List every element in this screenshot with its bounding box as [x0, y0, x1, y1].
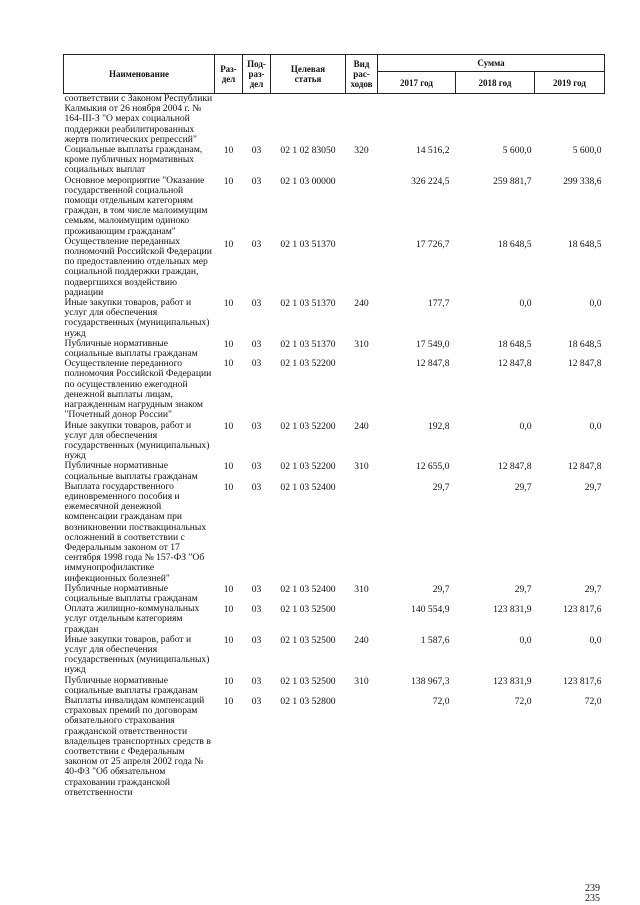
- row-podrazdel: 03: [251, 695, 262, 707]
- row-razdel: 10: [223, 461, 234, 473]
- row-name: Публичные нормативные социальные выплаты гражданам: [64, 337, 198, 360]
- row-target: 02 1 03 51370: [280, 298, 336, 310]
- row-podrazdel: 03: [251, 481, 262, 493]
- table-row: [64, 421, 605, 462]
- table-row: [64, 339, 605, 359]
- row-name: Осуществление переданных полномочий Российской Федерации по предоставлению отдельных мер социальной поддержки граждан, подвергшихся воздействию радиации: [64, 235, 212, 298]
- header-vid: Вид рас- ходов: [346, 55, 378, 94]
- row-sum-2019: 0,0: [589, 634, 602, 646]
- row-target: 02 1 03 52500: [280, 675, 336, 687]
- row-sum-2017: 29,7: [432, 583, 450, 595]
- row-name: Публичные нормативные социальные выплаты гражданам: [64, 460, 198, 482]
- row-sum-2019: 123 817,6: [563, 604, 602, 616]
- row-sum-2018: [456, 94, 535, 146]
- row-podrazdel: 03: [251, 583, 262, 595]
- page-number-bottom: 235: [585, 893, 600, 904]
- row-sum-2019: 29,7: [584, 583, 602, 595]
- header-podrazdel: Под- раз- дел: [243, 55, 271, 94]
- row-name: Иные закупки товаров, работ и услуг для обеспечения государственных (муниципальных) нужд: [64, 633, 210, 676]
- row-target: 02 1 03 52200: [280, 358, 336, 370]
- row-podrazdel: [243, 94, 271, 146]
- row-razdel: 10: [223, 175, 234, 187]
- row-sum-2019: 18 648,5: [567, 238, 602, 250]
- row-sum-2018: 18 648,5: [497, 238, 532, 250]
- row-sum-2017: 14 516,2: [415, 145, 450, 157]
- header-name: Наименование: [64, 55, 215, 94]
- row-sum-2019: 18 648,5: [567, 338, 602, 350]
- table-row: [64, 145, 605, 176]
- row-vid: [346, 359, 378, 420]
- row-sum-2019: 123 817,6: [563, 675, 602, 687]
- row-podrazdel: 03: [251, 145, 262, 157]
- row-sum-2019: 72,0: [584, 695, 602, 707]
- row-sum-2017: 17 726,7: [415, 238, 450, 250]
- budget-table: [63, 54, 605, 798]
- row-podrazdel: 03: [251, 338, 262, 350]
- row-name: Иные закупки товаров, работ и услуг для обеспечения государственных (муниципальных) нужд: [64, 297, 210, 339]
- row-vid: 310: [354, 675, 369, 687]
- row-target: 02 1 03 52500: [280, 604, 336, 616]
- row-target: 02 1 03 51370: [280, 238, 336, 250]
- row-name: Основное мероприятие "Оказание государственной социальной помощи отдельным категориям граждан, в том числе малоимущим семьям, малоимущим одиноко проживающим гражданам": [64, 174, 208, 237]
- table-row: [64, 604, 605, 635]
- row-sum-2017: 17 549,0: [415, 338, 450, 350]
- row-sum-2018: 123 831,9: [493, 604, 532, 616]
- row-podrazdel: 03: [251, 420, 262, 432]
- row-sum-2019: 12 847,8: [567, 358, 602, 370]
- row-vid: 310: [354, 461, 369, 473]
- row-name: Оплата жилищно-коммунальных услуг отдельным категориям граждан: [64, 603, 200, 635]
- row-sum-2018: 0,0: [519, 634, 532, 646]
- row-sum-2018: 123 831,9: [493, 675, 532, 687]
- table-row: [64, 94, 605, 146]
- header-target: Целевая статья: [271, 55, 346, 94]
- row-sum-2018: 12 847,8: [497, 461, 532, 473]
- row-sum-2019: 12 847,8: [567, 461, 602, 473]
- row-sum-2017: 72,0: [432, 695, 450, 707]
- row-sum-2017: 177,7: [427, 298, 450, 310]
- row-target: 02 1 03 52800: [280, 695, 336, 707]
- row-target: 02 1 03 52400: [280, 583, 336, 595]
- row-sum-2017: [378, 94, 456, 146]
- row-sum-2017: 192,8: [427, 420, 450, 432]
- row-sum-2018: 29,7: [514, 583, 532, 595]
- row-vid: [346, 94, 378, 146]
- row-vid: [346, 604, 378, 635]
- header-sum: Сумма: [378, 55, 605, 72]
- table-body: [64, 94, 605, 799]
- table-row: [64, 237, 605, 298]
- row-podrazdel: 03: [251, 634, 262, 646]
- row-vid: [346, 482, 378, 584]
- page-numbers: [585, 884, 600, 904]
- row-name: Осуществление переданного полномочия Российской Федерации по осуществлению ежегодной денежной выплаты лицам, награжденным нагрудным знаком "Почетный донор России": [64, 358, 212, 421]
- row-sum-2017: 12 847,8: [415, 358, 450, 370]
- budget-table-sheet: [63, 54, 605, 798]
- row-sum-2019: 0,0: [589, 298, 602, 310]
- row-razdel: 10: [223, 358, 234, 370]
- row-name: Публичные нормативные социальные выплаты гражданам: [64, 582, 198, 604]
- row-razdel: 10: [223, 481, 234, 493]
- table-row: [64, 482, 605, 584]
- row-sum-2017: 326 224,5: [411, 175, 450, 187]
- table-row: [64, 461, 605, 481]
- row-sum-2018: 0,0: [519, 420, 532, 432]
- row-sum-2018: 72,0: [514, 695, 532, 707]
- table-row: [64, 635, 605, 676]
- row-sum-2017: 1 587,6: [420, 634, 450, 646]
- row-target: 02 1 03 00000: [280, 175, 336, 187]
- row-vid: [346, 696, 378, 798]
- row-podrazdel: 03: [251, 461, 262, 473]
- row-vid: [346, 176, 378, 237]
- header-2018: 2018 год: [456, 72, 535, 94]
- row-sum-2019: 0,0: [589, 420, 602, 432]
- table-row: [64, 359, 605, 420]
- row-razdel: 10: [223, 675, 234, 687]
- table-row: [64, 584, 605, 604]
- row-sum-2018: 29,7: [514, 481, 532, 493]
- row-podrazdel: 03: [251, 604, 262, 616]
- row-podrazdel: 03: [251, 175, 262, 187]
- row-vid: [346, 237, 378, 298]
- row-name: Социальные выплаты гражданам, кроме публичных нормативных социальных выплат: [64, 144, 203, 176]
- header-2019: 2019 год: [535, 72, 605, 94]
- row-razdel: 10: [223, 298, 234, 310]
- row-sum-2018: 12 847,8: [497, 358, 532, 370]
- row-razdel: 10: [223, 145, 234, 157]
- table-row: [64, 298, 605, 339]
- table-row: [64, 176, 605, 237]
- row-sum-2017: 138 967,3: [411, 675, 450, 687]
- row-target: 02 1 02 83050: [280, 145, 336, 157]
- row-vid: 240: [354, 634, 369, 646]
- row-sum-2019: [535, 94, 605, 146]
- row-sum-2018: 0,0: [519, 298, 532, 310]
- row-podrazdel: 03: [251, 238, 262, 250]
- row-razdel: 10: [223, 583, 234, 595]
- table-row: [64, 676, 605, 696]
- row-sum-2017: 12 655,0: [415, 461, 450, 473]
- row-name: Выплаты инвалидам компенсаций страховых премий по договорам обязательного страхования гражданской ответственности владельцев транспортных средств в соответствии с Федеральным законом от 25 апреля 2002 года № 40-ФЗ "Об обязательном страховании гражданской ответственности: [64, 694, 211, 798]
- row-target: [271, 94, 346, 146]
- row-podrazdel: 03: [251, 298, 262, 310]
- row-target: 02 1 03 52200: [280, 420, 336, 432]
- row-target: 02 1 03 52500: [280, 634, 336, 646]
- row-sum-2018: 5 600,0: [502, 145, 532, 157]
- row-razdel: 10: [223, 634, 234, 646]
- row-vid: 240: [354, 298, 369, 310]
- row-razdel: 10: [223, 420, 234, 432]
- header-razdel: Раз- дел: [215, 55, 243, 94]
- row-name: Выплата государственного единовременного пособия и ежемесячной денежной компенсации гражданам при возникновении поствакцинальных осложнений в соответствии с Федеральным законом от 17 сентября 1998 года № 157-ФЗ "Об иммунопрофилактике инфекционных болезней": [64, 480, 207, 584]
- row-sum-2019: 5 600,0: [572, 145, 602, 157]
- row-target: 02 1 03 52200: [280, 461, 336, 473]
- row-sum-2017: 29,7: [432, 481, 450, 493]
- header-2017: 2017 год: [378, 72, 456, 94]
- row-sum-2017: 140 554,9: [411, 604, 450, 616]
- row-razdel: 10: [223, 338, 234, 350]
- row-razdel: 10: [223, 604, 234, 616]
- row-vid: 310: [354, 583, 369, 595]
- row-podrazdel: 03: [251, 675, 262, 687]
- row-name: Иные закупки товаров, работ и услуг для обеспечения государственных (муниципальных) нужд: [64, 419, 210, 462]
- row-sum-2018: 259 881,7: [493, 175, 532, 187]
- row-sum-2019: 299 338,6: [563, 175, 602, 187]
- row-razdel: 10: [223, 695, 234, 707]
- row-sum-2019: 29,7: [584, 481, 602, 493]
- row-podrazdel: 03: [251, 358, 262, 370]
- row-name: Публичные нормативные социальные выплаты гражданам: [64, 674, 198, 696]
- row-vid: 240: [354, 420, 369, 432]
- table-row: [64, 696, 605, 798]
- table-header: [64, 55, 605, 94]
- page-number-top: 239: [585, 883, 600, 894]
- row-vid: 310: [354, 338, 369, 350]
- row-sum-2018: 18 648,5: [497, 338, 532, 350]
- row-vid: 320: [354, 145, 369, 157]
- row-target: 02 1 03 52400: [280, 481, 336, 493]
- row-razdel: 10: [223, 238, 234, 250]
- row-target: 02 1 03 51370: [280, 338, 336, 350]
- row-name: соответствии с Законом Республики Калмыкия от 26 ноября 2004 г. № 164-III-З "О мерах социальной поддержки реабилитированных жертв политических репрессий": [64, 93, 213, 145]
- row-razdel: [215, 94, 243, 146]
